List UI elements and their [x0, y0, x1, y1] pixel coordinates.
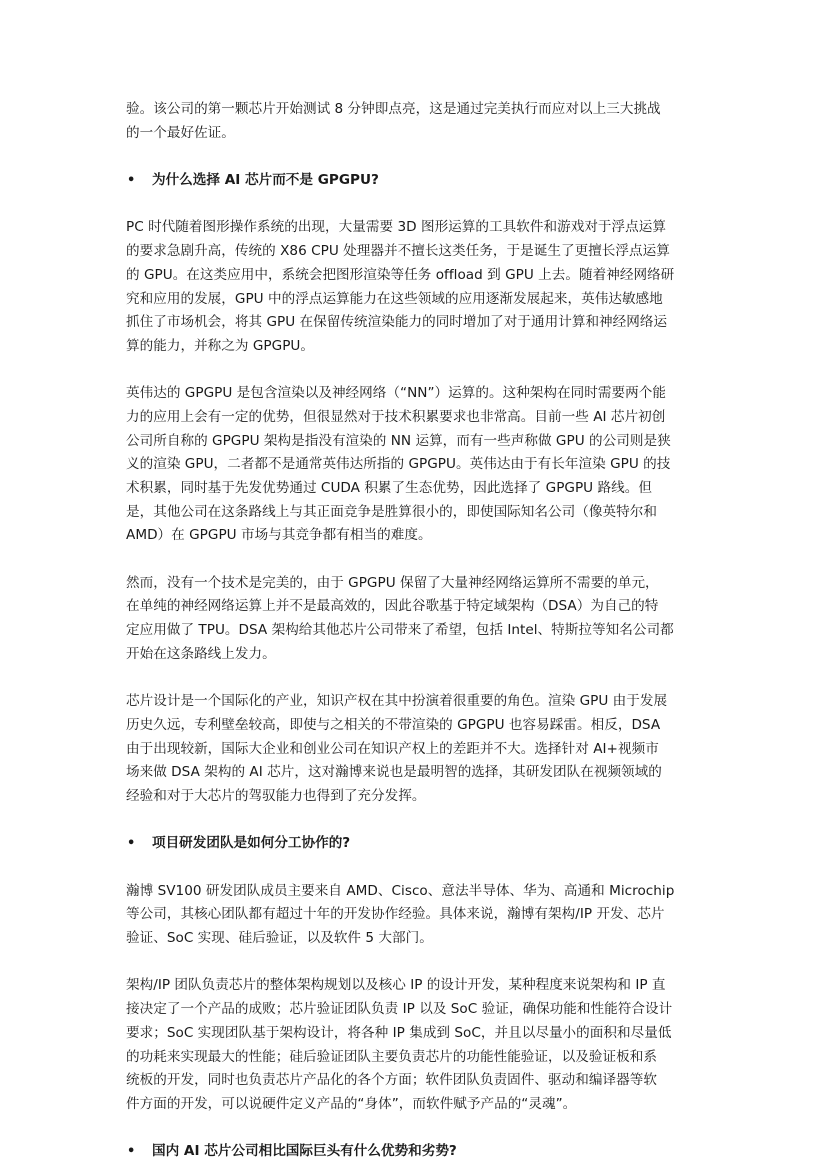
text-line: 力的应用上会有一定的优势，但很显然对于技术积累要求也非常高。目前一些 AI 芯片初创	[126, 408, 666, 425]
bullet-heading-text: 国内 AI 芯片公司相比国际巨头有什么优势和劣势?	[152, 1143, 457, 1160]
text-line: 验证、SoC 实现、硅后验证，以及软件 5 大部门。	[126, 930, 433, 947]
text-line: 英伟达的 GPGPU 是包含渲染以及神经网络（“NN”）运算的。这种架构在同时需要两个能	[126, 385, 666, 402]
bullet-heading-text: 为什么选择 AI 芯片而不是 GPGPU?	[152, 172, 379, 189]
text-line: 接决定了一个产品的成败；芯片验证团队负责 IP 以及 SoC 验证，确保功能和性能符合设计	[126, 1001, 673, 1018]
bullet-icon: •	[127, 173, 136, 189]
document-body	[126, 98, 706, 1164]
paragraph-gpu-history	[126, 216, 706, 358]
text-line: 要求；SoC 实现团队基于架构设计，将各种 IP 集成到 SoC，并且以尽量小的面积和尽量低	[126, 1024, 672, 1041]
bullet-heading-team-collaboration	[126, 832, 706, 856]
text-line: 的一个最好佐证。	[126, 124, 235, 141]
text-line: 件方面的开发，可以说硬件定义产品的“身体”，而软件赋予产品的“灵魂”。	[126, 1095, 577, 1112]
text-line: 历史久远，专利壁垒较高，即使与之相关的不带渲染的 GPGPU 也容易踩雷。相反，DSA	[126, 716, 661, 733]
bullet-heading-domestic-vs-global	[126, 1140, 706, 1164]
text-line: 然而，没有一个技术是完美的，由于 GPGPU 保留了大量神经网络运算所不需要的单元，	[126, 574, 659, 591]
text-line: 的要求急剧升高，传统的 X86 CPU 处理器并不擅长这类任务，于是诞生了更擅长浮点运算	[126, 243, 670, 260]
text-line: 等公司，其核心团队都有超过十年的开发协作经验。具体来说，瀚博有架构/IP 开发、芯片	[126, 906, 665, 923]
paragraph-team-roles	[126, 974, 706, 1116]
text-line: PC 时代随着图形操作系统的出现，大量需要 3D 图形运算的工具软件和游戏对于浮点运算	[126, 219, 667, 236]
text-line: 场来做 DSA 架构的 AI 芯片，这对瀚博来说也是最明智的选择，其研发团队在视频领域的	[126, 764, 662, 781]
paragraph-intro	[126, 98, 706, 145]
paragraph-dsa-tpu	[126, 572, 706, 667]
text-line: 的功耗来实现最大的性能；硅后验证团队主要负责芯片的功能性能验证，以及验证板和系	[126, 1048, 657, 1065]
paragraph-ip-patents	[126, 690, 706, 808]
text-line: 芯片设计是一个国际化的产业，知识产权在其中扮演着很重要的角色。渲染 GPU 由于发展	[126, 693, 668, 710]
text-line: 是，其他公司在这条路线上与其正面竞争是胜算很小的，即使国际知名公司（像英特尔和	[126, 503, 657, 520]
text-line: AMD）在 GPGPU 市场与其竞争都有相当的难度。	[126, 527, 432, 544]
text-line: 经验和对于大芯片的驾驭能力也得到了充分发挥。	[126, 787, 426, 804]
bullet-icon: •	[127, 1144, 136, 1160]
paragraph-team-origin	[126, 880, 706, 951]
text-line: 的 GPU。在这类应用中，系统会把图形渲染等任务 offload 到 GPU 上去。随着神经网络研	[126, 266, 675, 283]
text-line: 抓住了市场机会，将其 GPU 在保留传统渲染能力的同时增加了对于通用计算和神经网络运	[126, 314, 668, 331]
text-line: 在单纯的神经网络运算上并不是最高效的，因此谷歌基于特定域架构（DSA）为自己的特	[126, 598, 659, 615]
text-line: 开始在这条路线上发力。	[126, 645, 276, 662]
text-line: 瀚博 SV100 研发团队成员主要来自 AMD、Cisco、意法半导体、华为、高通和 Microchip	[126, 882, 675, 899]
bullet-icon: •	[127, 836, 136, 852]
text-line: 究和应用的发展，GPU 中的浮点运算能力在这些领域的应用逐渐发展起来，英伟达敏感地	[126, 290, 663, 307]
text-line: 公司所自称的 GPGPU 架构是指没有渲染的 NN 运算，而有一些声称做 GPU 的公司则是狭	[126, 432, 671, 449]
bullet-heading-why-ai-chip	[126, 169, 706, 193]
text-line: 定应用做了 TPU。DSA 架构给其他芯片公司带来了希望，包括 Intel、特斯拉等知名公司都	[126, 622, 674, 639]
text-line: 架构/IP 团队负责芯片的整体架构规划以及核心 IP 的设计开发，某种程度来说架构和 IP 直	[126, 977, 666, 994]
bullet-heading-text: 项目研发团队是如何分工协作的?	[152, 835, 351, 852]
paragraph-nvidia-gpgpu	[126, 382, 706, 548]
text-line: 统板的开发，同时也负责芯片产品化的各个方面；软件团队负责固件、驱动和编译器等软	[126, 1072, 657, 1089]
text-line: 术积累，同时基于先发优势通过 CUDA 积累了生态优势，因此选择了 GPGPU 路线。但	[126, 480, 652, 496]
text-line: 算的能力，并称之为 GPGPU。	[126, 337, 314, 354]
text-line: 验。该公司的第一颗芯片开始测试 8 分钟即点亮，这是通过完美执行而应对以上三大挑战	[126, 101, 661, 117]
text-line: 由于出现较新，国际大企业和创业公司在知识产权上的差距并不大。选择针对 AI+视频市	[126, 740, 659, 757]
text-line: 义的渲染 GPU，二者都不是通常英伟达所指的 GPGPU。英伟达由于有长年渲染 GPU 的技	[126, 456, 671, 473]
